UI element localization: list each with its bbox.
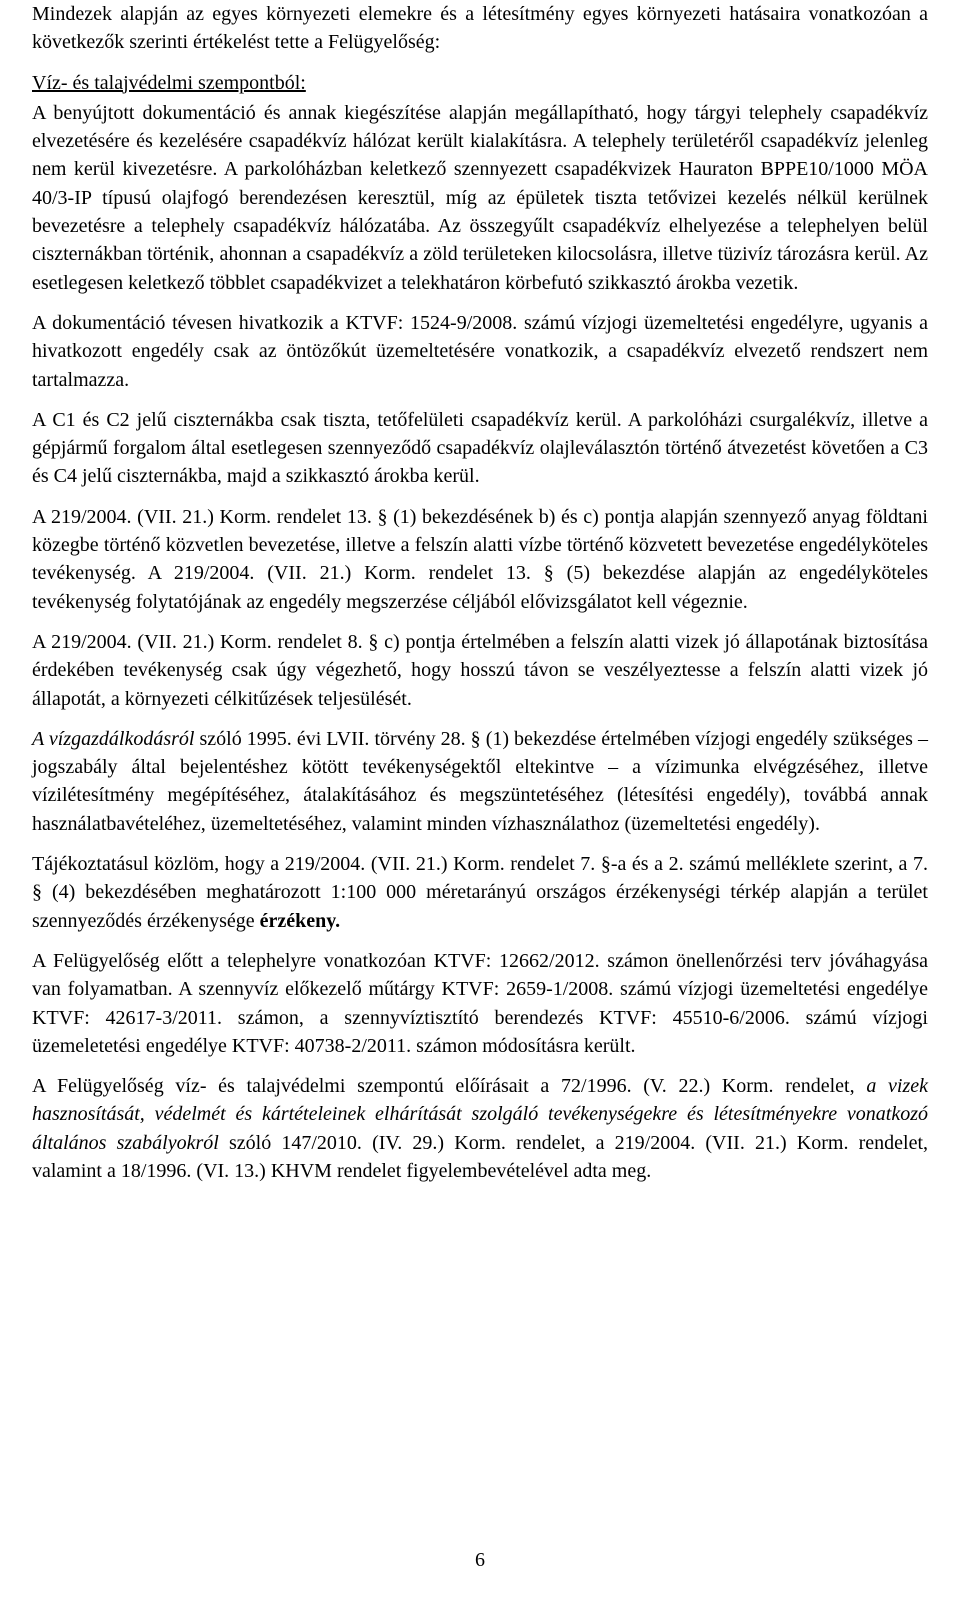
text-segment: szóló 1995. évi LVII. törvény 28. § (1) bekezdése értelmében vízjogi engedély szükséges – jogszabály által bejelentéshez kötött tevékenységektől eltekintve – a vízimunka elvégzéséhez, illetve vízilétesítmény megépítéséhez, átalakításához és megszüntetéséhez (létesítési engedély), továbbá annak használatbavételéhez, üzemeltetéséhez, valamint minden vízhasználathoz (üzemeltetési engedély). bbox=[32, 727, 928, 835]
text-segment: A Felügyelőség előtt a telephelyre vonatkozóan KTVF: 12662/2012. számon önellenőrzési terv jóváhagyása van folyamatban. A szennyvíz előkezelő műtárgy KTVF: 2659-1/2008. számú vízjogi üzemeltetési engedélye KTVF: 42617-3/2011. számon, a szennyvíztisztító berendezés KTVF: 45510-6/2006. számú vízjogi üzemeletetési engedélye KTVF: 40738-2/2011. számon módosításra került. bbox=[32, 949, 928, 1057]
text-segment: szóló 147/2010. (IV. 29.) Korm. rendelet, a 219/2004. (VII. 21.) Korm. rendelet, valamint a 18/1996. (VI. 13.) KHVM rendelet figyelembevételével adta meg. bbox=[32, 1131, 929, 1182]
paragraph bbox=[32, 947, 928, 1060]
text-segment: A Felügyelőség víz- és talajvédelmi szempontú előírásait a 72/1996. (V. 22.) Korm. rendelet, bbox=[32, 1075, 867, 1098]
text-italic: a vizek hasznosítását, védelmét és kártételeinek elhárítását szolgáló tevékenységekre és létesítményekre vonatkozó általános szabályokról bbox=[32, 1075, 928, 1154]
text-segment: A 219/2004. (VII. 21.) Korm. rendelet 13. § (1) bekezdésének b) és c) pontja alapján szennyező anyag földtani közegbe történő közvetlen bevezetése, illetve a felszín alatti vízbe történő közvetett bevezetése engedélyköteles tevékenység. A 219/2004. (VII. 21.) Korm. rendelet 13. § (5) bekezdése alapján az engedélyköteles tevékenység folytatójának az engedély megszerzése céljából elővizsgálatot kell végeznie. bbox=[32, 505, 928, 613]
text-segment: A C1 és C2 jelű ciszternákba csak tiszta, tetőfelületi csapadékvíz kerül. A parkolóházi csurgalékvíz, illetve a gépjármű forgalom által esetlegesen szennyeződő csapadékvíz olajleválasztón történő átvezetést követően a C3 és C4 jelű ciszternákba, majd a szikkasztó árokba kerül. bbox=[32, 408, 928, 488]
paragraph bbox=[32, 725, 928, 838]
document-body bbox=[32, 0, 928, 1185]
text-segment: Mindezek alapján az egyes környezeti elemekre és a létesítmény egyes környezeti hatásaira vonatkozóan a következők szerinti értékelést tette a Felügyelőség: bbox=[32, 3, 928, 54]
text-segment: A benyújtott dokumentáció és annak kiegészítése alapján megállapítható, hogy tárgyi telephely csapadékvíz elvezetésére és kezelésére csapadékvíz hálózat került kialakításra. A telephely területéről csapadékvíz jelenleg nem kerül kivezetésre. A parkolóházban keletkező szennyezett csapadékvizek Hauraton BPPE10/1000 MÖA 40/3-IP típusú olajfogó berendezésen keresztül, míg az épületek tiszta tetővizei kezelés nélkül kerülnek bevezetésre a telephely csapadékvíz hálózatába. Az összegyűlt csapadékvíz elhelyezése a telephelyen belül ciszternákban történik, ahonnan a csapadékvíz a zöld területeken kilocsolásra, illetve tüzivíz tározásra kerül. Az esetlegesen keletkező többlet csapadékvizet a telekhatáron körbefutó szikkasztó árokba vezetik. bbox=[32, 101, 928, 294]
paragraph bbox=[32, 0, 928, 57]
page-number: 6 bbox=[475, 1549, 485, 1571]
text-italic: A vízgazdálkodásról bbox=[32, 727, 195, 750]
paragraph bbox=[32, 628, 928, 713]
text-segment: A dokumentáció tévesen hivatkozik a KTVF: 1524-9/2008. számú vízjogi üzemeltetési engedélyre, ugyanis a hivatkozott engedély csak az öntözőkút üzemeltetésére vonatkozik, a csapadékvíz elvezető rendszert nem tartalmazza. bbox=[32, 311, 928, 391]
paragraph bbox=[32, 1072, 928, 1185]
paragraph bbox=[32, 406, 928, 491]
text-segment: Víz- és talajvédelmi szempontból: bbox=[32, 71, 306, 94]
text-segment: A 219/2004. (VII. 21.) Korm. rendelet 8. § c) pontja értelmében a felszín alatti vizek jó állapotának biztosítása érdekében tevékenység csak úgy végezhető, hogy hosszú távon se veszélyeztesse a felszín alatti vizek jó állapotát, a környezeti célkitűzések teljesülését. bbox=[32, 630, 928, 710]
text-bold: érzékeny. bbox=[259, 909, 341, 932]
paragraph bbox=[32, 850, 928, 935]
paragraph bbox=[32, 99, 928, 297]
paragraph bbox=[32, 309, 928, 394]
text-segment: Tájékoztatásul közlöm, hogy a 219/2004. (VII. 21.) Korm. rendelet 7. §-a és a 2. számú melléklete szerint, a 7. § (4) bekezdésében meghatározott 1:100 000 méretarányú országos érzékenységi térkép alapján a terület szennyeződés érzékenysége bbox=[32, 853, 928, 932]
paragraph bbox=[32, 503, 928, 616]
section-heading bbox=[32, 69, 928, 97]
